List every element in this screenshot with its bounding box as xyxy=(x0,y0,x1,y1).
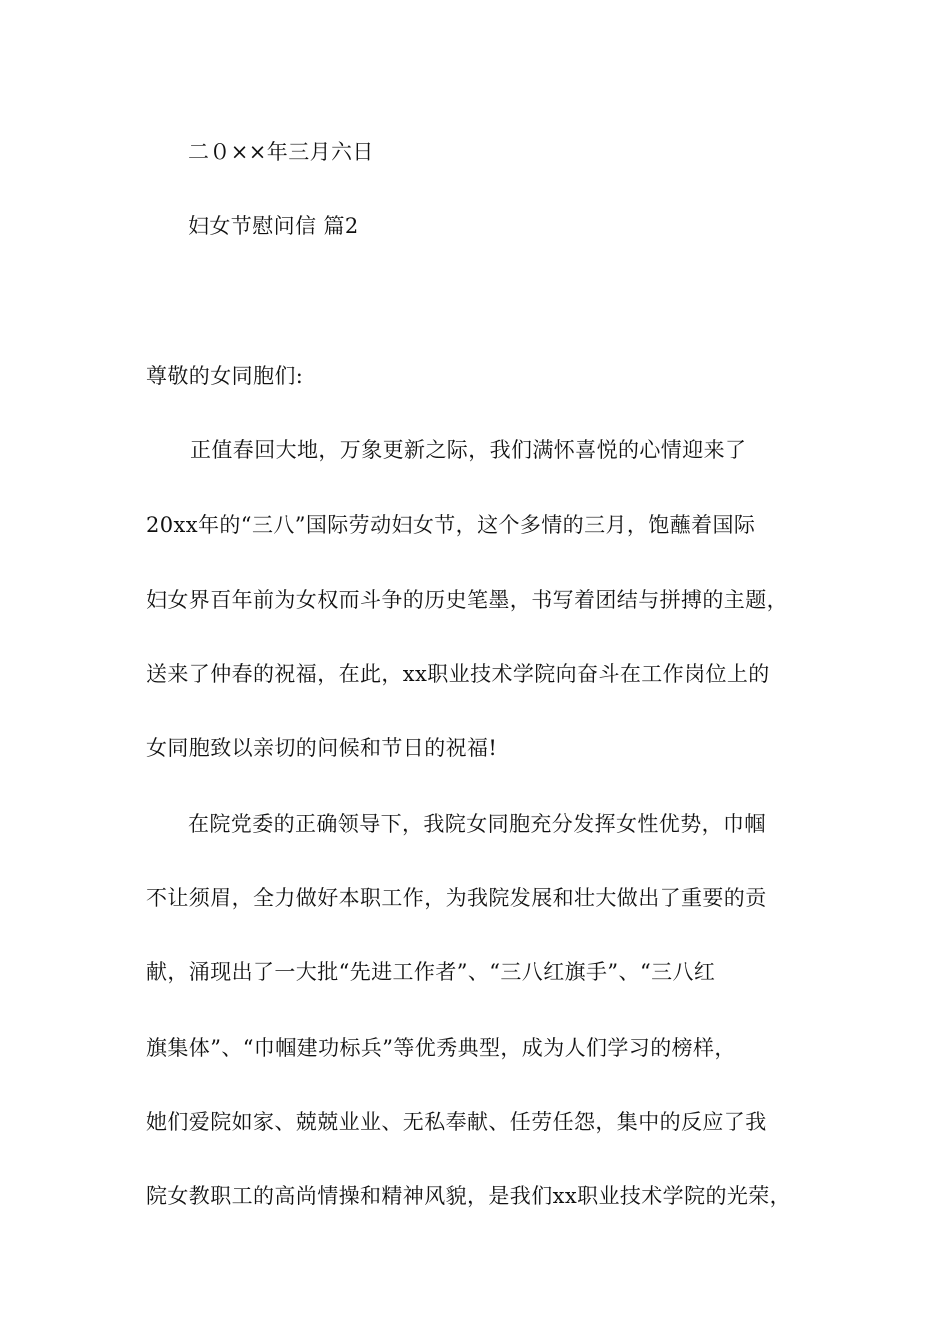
paragraph2-line: 不让须眉，全力做好本职工作，为我院发展和壮大做出了重要的贡 xyxy=(146,886,767,910)
paragraph2-line: 她们爱院如家、兢兢业业、无私奉献、任劳任怨，集中的反应了我 xyxy=(146,1110,767,1134)
paragraph2-line: 旗集体”、“巾帼建功标兵”等优秀典型，成为人们学习的榜样， xyxy=(146,1036,736,1060)
paragraph1-line: 20xx年的“三八”国际劳动妇女节，这个多情的三月，饱蘸着国际 xyxy=(146,513,756,537)
paragraph1-line: 妇女界百年前为女权而斗争的历史笔墨，书写着团结与拼搏的主题， xyxy=(146,588,788,612)
letter-heading: 妇女节慰问信 篇2 xyxy=(188,214,359,238)
salutation: 尊敬的女同胞们: xyxy=(146,364,304,388)
paragraph1-line: 女同胞致以亲切的问候和节日的祝福! xyxy=(146,736,498,760)
date-line: 二０××年三月六日 xyxy=(188,140,374,164)
paragraph2-line: 院女教职工的高尚情操和精神风貌，是我们xx职业技术学院的光荣， xyxy=(146,1184,792,1208)
paragraph2-line: 献，涌现出了一大批“先进工作者”、“三八红旗手”、“三八红 xyxy=(146,960,716,984)
paragraph2-line: 在院党委的正确领导下，我院女同胞充分发挥女性优势，巾帼 xyxy=(188,812,766,836)
paragraph1-line: 送来了仲春的祝福，在此，xx职业技术学院向奋斗在工作岗位上的 xyxy=(146,662,770,686)
paragraph1-line: 正值春回大地，万象更新之际，我们满怀喜悦的心情迎来了 xyxy=(190,438,747,462)
